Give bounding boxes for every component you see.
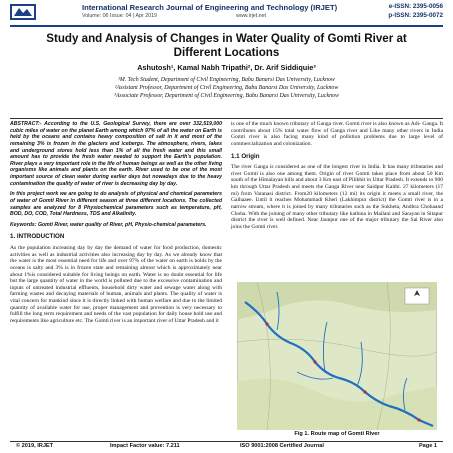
gomti-route-map [237,282,437,430]
introduction-text: As the population increasing day by day the demand of water for food production, domestic activities as well as industrial activities also increasing day by day. As we already know that the water is the most essential need for life and over 97% of the water on earth is holds by the oceans is salty and 3% is in frozen state and remaining almost which is approximately near about 1%is considered suitable for living beings on earth. Water is no doubt essential for life but the large quantity of water in the world is polluted due to the excessive contamination and inputs of untreated industrial effluents, household dirty water and sewage water along with farming wastes and decaying materials of human, animals and plants. The quality of water is vital concern for mankind since it is directly linked with human welfare and due to the limited quantity of available water for use, proper management and prevention is very necessary to fulfill the long term requirement and needs of the vast population for daily house hold use and requirements like agriculture etc. The Gomti river is an important river of Uttar Pradesh and it [10,245,222,324]
footer-rule [10,441,443,442]
footer-page-number: Page 1 [418,443,437,449]
journal-title: International Research Journal of Engineering and Technology (IRJET) [82,3,338,12]
introduction-continued: is one of the much known tributary of Ganga river. Gomti river is also known as Adi- Ganga. It contributes about 15% total water flow of Ganga river and Like many other rivers in India Gomti river is also facing many kind of pollution problems due to large level of commercialization and colonization. [231,121,443,147]
right-column [231,121,443,230]
footer-impact-factor: Impact Factor value: 7.211 [110,443,180,449]
affiliation-2: ²Assistant Professor, Department of Civil Engineering, Babu Banarsi Das University, Lucknow [114,85,339,91]
volume-issue: Volume: 06 Issue: 04 | Apr 2019 [82,13,157,19]
left-column [10,121,222,325]
affiliation-3: ³Associate Professor, Department of Civil Engineering, Babu Banarsi Das University, Lucknow [114,93,339,99]
header-rule [10,25,443,27]
irjet-logo [10,4,36,20]
paper-title: Study and Analysis of Changes in Water Quality of Gomti River at Different Locations [46,32,407,59]
title-separator [10,118,443,119]
keywords: Keywords: Gomti River, water quality of River, pH, Physio-chemical parameters. [10,221,207,228]
figure-caption: Fig 1. Route map of Gomti River [294,431,380,437]
footer-copyright: © 2019, IRJET [16,443,54,449]
paper-authors: Ashutosh¹, Kamal Nabh Tripathi², Dr. Arif Siddiquie³ [137,63,316,72]
p-issn: p-ISSN: 2395-0072 [388,12,443,19]
affiliation-1: ¹M. Tech Student, Department of Civil Engineering, Babu Banarsi Das University, Lucknow [118,77,335,83]
origin-text: The river Ganga is considered as one of the longest river in India. It has many tributaries and river Gomti is also one among them. Origin of river Gomti takes place from about 50 Km south of the Himalayan hills and about 3 Km east of Pilibhit in Uttar Pradesh. It extends to 900 km through Uttar Pradesh and meets the Ganga River near Saidpur Kaithi. 27 kilometers (17 mi) from Varanasi district. From20 kilometers (12 mi) its origin it meets a small river, the Gaihaaee. Until it reaches Mohammadi Kheri (Lakhimpur district) the Gomti river is in a narrow stream, where it is joined by many tributaries such as the Sukheta, Andhra Chohaand Choha. With the joining of many other tributary like kathina in Mailani and Sarayan in Sitapur district the river is well defined. Near Jaunpur one of the major tributary the Sai River also joins the Gomti river. [231,164,443,230]
e-issn: e-ISSN: 2395-0056 [388,3,443,10]
abstract-paragraph-2: In this project work we are going to do analysis of physical and chemical parameters of water of Gomti River in different season at three different locations. The collected samples are analyzed for 8 Physiochemical parameters such as temperature, pH, BOD, DO, COD, Total Hardness, TDS and Alkalinity. [10,191,222,218]
abstract-paragraph-1: ABSTRACT:- According to the U.S. Geological Survey, there are over 332,519,000 cubic miles of water on the planet Earth among which 97% of all the water on Earth is held by the oceans and contains heavy composition of salt in it and most of the remaining 3% is frozen in the glaciers and icebergs. The atmosphere, rivers, lakes and underground stores hold less than 1% of all the fresh water and this small amount has to provide the fresh water needed to support the Earth's population. River plays a very important role in the life of human beings as well as the other living organisms like animals and plants on the earth. River used to be one of the most important source of clean water during earlier days but nowadays due to the heavy contamination the quality of water of river is decreasing day by day. [10,121,222,187]
section-heading-origin: 1.1 Origin [231,152,260,160]
footer-iso: ISO 9001:2008 Certified Journal [240,443,324,449]
page-footer [10,443,443,452]
journal-website[interactable]: www.irjet.net [236,13,267,19]
section-heading-introduction: 1. INTRODUCTION [10,233,65,241]
journal-header [10,2,443,24]
